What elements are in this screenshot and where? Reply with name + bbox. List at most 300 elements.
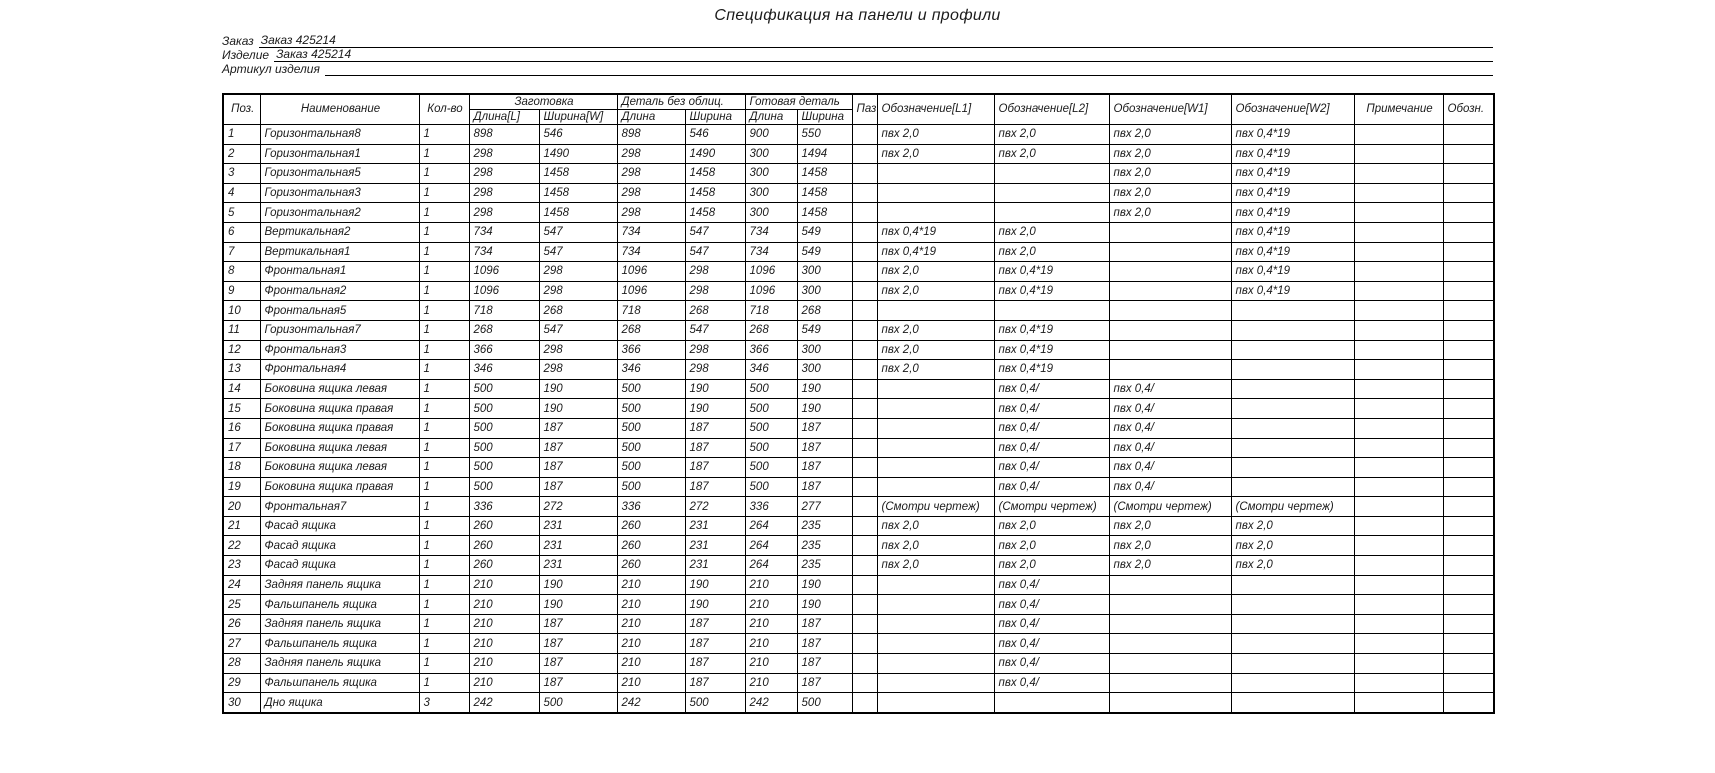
table-cell [852, 281, 877, 301]
table-cell: Боковина ящика левая [260, 379, 419, 399]
table-cell: 190 [539, 595, 617, 615]
table-cell: 231 [685, 556, 745, 576]
table-cell: 187 [685, 634, 745, 654]
table-cell: 2 [223, 144, 260, 164]
table-cell [852, 164, 877, 184]
table-row [223, 360, 1494, 380]
table-cell: 20 [223, 497, 260, 517]
table-cell: Фальшпанель ящика [260, 673, 419, 693]
table-cell [1443, 262, 1494, 282]
table-cell: 190 [685, 575, 745, 595]
table-cell: пвх 0,4*19 [994, 262, 1109, 282]
table-cell: 1 [419, 222, 469, 242]
table-cell [1354, 654, 1443, 674]
table-cell: 187 [797, 634, 852, 654]
col-group-detail: Деталь без облиц. [617, 94, 745, 110]
table-cell: 549 [797, 242, 852, 262]
table-cell: 1 [419, 575, 469, 595]
table-cell: 549 [797, 222, 852, 242]
table-cell: 264 [745, 516, 797, 536]
table-row [223, 477, 1494, 497]
table-cell: 190 [797, 595, 852, 615]
table-cell [1443, 203, 1494, 223]
table-cell: 546 [685, 125, 745, 145]
table-row [223, 281, 1494, 301]
table-cell: 734 [745, 242, 797, 262]
table-cell: Фальшпанель ящика [260, 634, 419, 654]
table-cell: пвх 2,0 [1109, 164, 1231, 184]
table-cell: 187 [539, 673, 617, 693]
table-cell [1443, 516, 1494, 536]
table-cell: 14 [223, 379, 260, 399]
table-cell: пвх 2,0 [877, 320, 994, 340]
table-cell [1443, 536, 1494, 556]
table-cell: 547 [539, 320, 617, 340]
table-cell [1354, 242, 1443, 262]
table-cell: 336 [745, 497, 797, 517]
table-cell: 500 [469, 438, 539, 458]
table-cell [1109, 242, 1231, 262]
table-cell: 235 [797, 556, 852, 576]
table-cell: Задняя панель ящика [260, 654, 419, 674]
table-cell: Фасад ящика [260, 516, 419, 536]
table-cell [1109, 693, 1231, 713]
table-cell: 260 [469, 516, 539, 536]
table-cell: 366 [469, 340, 539, 360]
table-cell: 500 [745, 399, 797, 419]
table-cell: 500 [745, 438, 797, 458]
table-cell: 6 [223, 222, 260, 242]
table-cell: пвх 2,0 [1231, 556, 1354, 576]
table-cell: 1458 [539, 203, 617, 223]
table-cell: 1 [419, 614, 469, 634]
table-cell [852, 438, 877, 458]
table-row [223, 634, 1494, 654]
table-cell [1443, 418, 1494, 438]
table-cell: 298 [539, 262, 617, 282]
table-cell: 900 [745, 125, 797, 145]
table-cell: пвх 0,4/ [994, 595, 1109, 615]
table-row [223, 556, 1494, 576]
table-cell [1443, 614, 1494, 634]
table-cell: пвх 0,4*19 [877, 222, 994, 242]
page-title: Спецификация на панели и профили [714, 7, 1001, 24]
article-label: Артикул изделия [222, 62, 320, 76]
table-cell [1231, 575, 1354, 595]
table-cell: Задняя панель ящика [260, 575, 419, 595]
order-info [222, 34, 1493, 76]
table-cell [1354, 634, 1443, 654]
table-header [223, 94, 1494, 125]
table-cell: 366 [617, 340, 685, 360]
table-cell: 268 [797, 301, 852, 321]
table-cell: пвх 2,0 [1231, 536, 1354, 556]
table-cell [1231, 673, 1354, 693]
table-cell [994, 203, 1109, 223]
table-cell: пвх 0,4/ [994, 575, 1109, 595]
table-cell: Боковина ящика правая [260, 399, 419, 419]
table-cell [877, 164, 994, 184]
table-cell: 298 [685, 262, 745, 282]
table-cell: 298 [469, 183, 539, 203]
table-cell: 260 [469, 556, 539, 576]
table-cell: пвх 0,4/ [1109, 458, 1231, 478]
table-cell: Фронтальная5 [260, 301, 419, 321]
table-cell: 1 [419, 458, 469, 478]
table-cell: 25 [223, 595, 260, 615]
table-cell: пвх 2,0 [877, 360, 994, 380]
table-cell: 1 [419, 340, 469, 360]
table-cell: (Смотри чертеж) [1231, 497, 1354, 517]
table-cell: 8 [223, 262, 260, 282]
table-cell: пвх 0,4/ [994, 399, 1109, 419]
table-cell: 260 [469, 536, 539, 556]
table-cell: 500 [617, 379, 685, 399]
product-value-field: Заказ 425214 [274, 48, 1493, 62]
table-cell: 500 [617, 477, 685, 497]
table-cell: пвх 2,0 [994, 516, 1109, 536]
table-cell: Фальшпанель ящика [260, 595, 419, 615]
table-cell: 1490 [539, 144, 617, 164]
table-cell [1231, 418, 1354, 438]
table-cell: 500 [469, 379, 539, 399]
table-cell: 1 [419, 516, 469, 536]
table-cell: 187 [685, 654, 745, 674]
table-cell: 547 [685, 242, 745, 262]
table-cell [852, 144, 877, 164]
table-cell [1354, 438, 1443, 458]
table-cell: пвх 2,0 [994, 556, 1109, 576]
table-cell [1109, 575, 1231, 595]
table-cell [1231, 399, 1354, 419]
table-cell: пвх 0,4/ [1109, 477, 1231, 497]
table-cell: пвх 0,4/ [994, 634, 1109, 654]
table-cell [994, 301, 1109, 321]
table-cell: 298 [539, 360, 617, 380]
table-cell: 210 [617, 595, 685, 615]
table-cell: пвх 2,0 [994, 242, 1109, 262]
table-cell: пвх 0,4*19 [1231, 144, 1354, 164]
table-cell [1231, 614, 1354, 634]
table-cell: 1 [419, 673, 469, 693]
table-cell: Горизонтальная8 [260, 125, 419, 145]
table-cell [1354, 262, 1443, 282]
table-cell [1231, 634, 1354, 654]
table-cell: 187 [539, 477, 617, 497]
table-cell: 1 [419, 438, 469, 458]
table-cell: 3 [419, 693, 469, 713]
table-cell: 210 [617, 654, 685, 674]
table-cell: 187 [685, 438, 745, 458]
table-cell: 1 [419, 242, 469, 262]
table-row [223, 144, 1494, 164]
table-cell: 210 [469, 595, 539, 615]
table-cell: 1096 [617, 281, 685, 301]
table-cell: 187 [797, 418, 852, 438]
table-cell: пвх 2,0 [1109, 183, 1231, 203]
table-cell [877, 458, 994, 478]
product-label: Изделие [222, 48, 270, 62]
table-cell: 187 [539, 438, 617, 458]
table-cell [852, 614, 877, 634]
table-cell: пвх 0,4*19 [994, 360, 1109, 380]
table-cell [1354, 693, 1443, 713]
table-cell [1109, 654, 1231, 674]
table-cell [1443, 164, 1494, 184]
table-row [223, 516, 1494, 536]
table-cell: Горизонтальная5 [260, 164, 419, 184]
table-cell: пвх 0,4/ [994, 477, 1109, 497]
col-header-w2: Обозначение[W2] [1231, 94, 1354, 125]
table-cell [1354, 575, 1443, 595]
table-row [223, 164, 1494, 184]
table-cell [1231, 595, 1354, 615]
table-cell: 298 [685, 281, 745, 301]
table-cell: 734 [617, 242, 685, 262]
table-cell: Боковина ящика левая [260, 438, 419, 458]
table-cell: пвх 0,4*19 [994, 320, 1109, 340]
table-cell: 500 [745, 418, 797, 438]
table-cell [877, 614, 994, 634]
table-cell: пвх 0,4*19 [1231, 242, 1354, 262]
table-cell: 300 [797, 262, 852, 282]
table-cell [1354, 222, 1443, 242]
table-cell: 272 [685, 497, 745, 517]
table-cell: Фронтальная2 [260, 281, 419, 301]
table-cell [1443, 301, 1494, 321]
table-cell: 298 [617, 144, 685, 164]
table-cell: 500 [685, 693, 745, 713]
table-cell [1354, 595, 1443, 615]
table-cell: 190 [685, 595, 745, 615]
table-cell: 260 [617, 556, 685, 576]
product-line [222, 48, 1493, 62]
table-cell: 1 [419, 360, 469, 380]
table-cell [852, 242, 877, 262]
table-cell: 547 [685, 222, 745, 242]
table-cell [852, 125, 877, 145]
table-cell: 190 [685, 399, 745, 419]
table-cell: 277 [797, 497, 852, 517]
table-cell: 300 [745, 144, 797, 164]
table-cell: 1 [419, 418, 469, 438]
table-cell: 1 [419, 320, 469, 340]
table-cell [1443, 183, 1494, 203]
table-cell [1354, 164, 1443, 184]
col-header-ready-wid: Ширина [797, 110, 852, 125]
table-cell [1443, 497, 1494, 517]
table-cell: Фронтальная7 [260, 497, 419, 517]
table-cell: 500 [469, 458, 539, 478]
table-cell: 1096 [469, 262, 539, 282]
table-cell: пвх 2,0 [994, 144, 1109, 164]
table-cell [877, 575, 994, 595]
table-cell: 17 [223, 438, 260, 458]
col-header-l2: Обозначение[L2] [994, 94, 1109, 125]
table-cell: 1 [419, 595, 469, 615]
table-cell: 187 [539, 654, 617, 674]
table-cell: 1458 [685, 203, 745, 223]
table-cell: пвх 0,4*19 [994, 281, 1109, 301]
table-cell [1443, 477, 1494, 497]
table-cell [1354, 320, 1443, 340]
table-cell: пвх 2,0 [1109, 536, 1231, 556]
table-cell [1443, 556, 1494, 576]
table-cell: 1 [419, 654, 469, 674]
table-cell: пвх 0,4*19 [877, 242, 994, 262]
col-header-l1: Обозначение[L1] [877, 94, 994, 125]
table-cell: 190 [539, 399, 617, 419]
table-cell: пвх 0,4/ [994, 418, 1109, 438]
table-cell: пвх 0,4*19 [1231, 125, 1354, 145]
col-header-blank-wid: Ширина[W] [539, 110, 617, 125]
table-cell: 1096 [469, 281, 539, 301]
col-header-detail-wid: Ширина [685, 110, 745, 125]
table-cell: пвх 2,0 [994, 536, 1109, 556]
table-cell: 1 [419, 262, 469, 282]
table-cell: 336 [469, 497, 539, 517]
table-cell: 187 [539, 458, 617, 478]
table-cell: 268 [685, 301, 745, 321]
table-row [223, 575, 1494, 595]
table-cell: 500 [617, 418, 685, 438]
table-cell [1109, 281, 1231, 301]
table-cell: 18 [223, 458, 260, 478]
table-cell: 210 [469, 654, 539, 674]
table-row [223, 673, 1494, 693]
table-cell [994, 693, 1109, 713]
table-cell: пвх 0,4/ [1109, 418, 1231, 438]
table-cell [852, 634, 877, 654]
table-cell [994, 164, 1109, 184]
table-cell: Дно ящика [260, 693, 419, 713]
table-row [223, 438, 1494, 458]
table-cell [1109, 222, 1231, 242]
table-cell: (Смотри чертеж) [877, 497, 994, 517]
table-cell: 1 [419, 536, 469, 556]
table-cell: 549 [797, 320, 852, 340]
table-cell: Горизонтальная1 [260, 144, 419, 164]
table-cell [852, 399, 877, 419]
table-cell: 231 [539, 536, 617, 556]
table-cell: Горизонтальная7 [260, 320, 419, 340]
table-cell: пвх 2,0 [1109, 516, 1231, 536]
table-cell: 300 [797, 281, 852, 301]
table-cell: 898 [617, 125, 685, 145]
table-row [223, 242, 1494, 262]
table-cell: 300 [745, 164, 797, 184]
table-cell: 500 [617, 458, 685, 478]
table-cell: 210 [617, 673, 685, 693]
table-cell [1354, 516, 1443, 536]
table-cell: 298 [617, 183, 685, 203]
table-cell: 210 [745, 575, 797, 595]
table-cell [1443, 144, 1494, 164]
col-header-pos: Поз. [223, 94, 260, 125]
table-cell: Фронтальная3 [260, 340, 419, 360]
table-cell: 210 [745, 595, 797, 615]
table-cell [877, 693, 994, 713]
table-cell [1354, 458, 1443, 478]
table-cell [1109, 301, 1231, 321]
table-cell: пвх 0,4*19 [994, 340, 1109, 360]
table-cell: 300 [797, 340, 852, 360]
table-cell: 1490 [685, 144, 745, 164]
table-cell [877, 203, 994, 223]
table-cell: 187 [797, 614, 852, 634]
table-cell: Фасад ящика [260, 556, 419, 576]
table-cell: 500 [469, 399, 539, 419]
table-cell [1443, 693, 1494, 713]
table-cell: 1 [419, 125, 469, 145]
table-cell: пвх 2,0 [877, 281, 994, 301]
table-cell: пвх 0,4/ [1109, 399, 1231, 419]
table-cell: пвх 0,4/ [994, 654, 1109, 674]
table-cell [1443, 595, 1494, 615]
table-cell: 718 [469, 301, 539, 321]
table-cell [1443, 673, 1494, 693]
table-cell: 547 [539, 222, 617, 242]
table-cell: (Смотри чертеж) [994, 497, 1109, 517]
table-cell: пвх 0,4*19 [1231, 203, 1354, 223]
table-cell: 298 [617, 164, 685, 184]
table-row [223, 222, 1494, 242]
table-cell: 10 [223, 301, 260, 321]
table-cell [852, 379, 877, 399]
table-cell: 187 [685, 673, 745, 693]
table-cell: 210 [469, 634, 539, 654]
table-cell [1354, 497, 1443, 517]
table-cell: 346 [745, 360, 797, 380]
table-cell: 1 [419, 477, 469, 497]
col-group-ready: Готовая деталь [745, 94, 852, 110]
table-cell: 26 [223, 614, 260, 634]
table-cell: 3 [223, 164, 260, 184]
table-cell: 1458 [797, 183, 852, 203]
table-cell [877, 673, 994, 693]
table-cell [852, 575, 877, 595]
table-cell: пвх 2,0 [1109, 125, 1231, 145]
table-cell [1443, 458, 1494, 478]
table-cell [1443, 399, 1494, 419]
table-cell: 268 [745, 320, 797, 340]
table-row [223, 262, 1494, 282]
table-cell: 187 [685, 614, 745, 634]
table-cell: 22 [223, 536, 260, 556]
table-cell: пвх 0,4/ [994, 673, 1109, 693]
table-cell: 15 [223, 399, 260, 419]
table-cell: пвх 0,4*19 [1231, 164, 1354, 184]
table-cell [1354, 673, 1443, 693]
table-cell [877, 301, 994, 321]
table-cell [1231, 379, 1354, 399]
table-cell: 300 [797, 360, 852, 380]
table-cell: 1 [419, 281, 469, 301]
table-cell [1354, 183, 1443, 203]
col-header-w1: Обозначение[W1] [1109, 94, 1231, 125]
table-cell [852, 262, 877, 282]
table-cell: пвх 0,4/ [1109, 438, 1231, 458]
table-cell: 1096 [745, 262, 797, 282]
table-cell: 1458 [685, 183, 745, 203]
table-cell: 187 [685, 477, 745, 497]
table-cell: пвх 2,0 [877, 125, 994, 145]
table-cell: 242 [745, 693, 797, 713]
table-cell [877, 379, 994, 399]
article-value-field [325, 62, 1493, 76]
table-cell: 1 [223, 125, 260, 145]
table-cell: 231 [539, 516, 617, 536]
